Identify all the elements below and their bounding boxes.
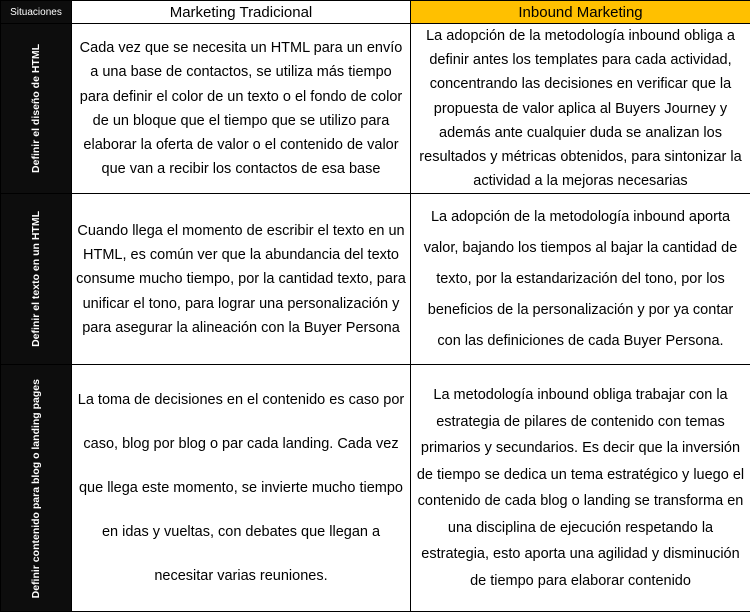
header-inbound-marketing: Inbound Marketing [411, 1, 750, 24]
situation-label: Definir el texto en un HTML [30, 211, 42, 347]
situation-cell [1, 365, 72, 612]
header-row [1, 1, 750, 24]
traditional-text: Cada vez que se necesita un HTML para un envío a una base de contactos, se utiliza más tiempo para definir el color de un texto o el fondo de color de un bloque que el tiempo que se utilizo para elaborar la oferta de valor o el contenido de valor que van a recibir los contactos de esa base [72, 36, 410, 181]
inbound-text: La adopción de la metodología inbound aporta valor, bajando los tiempos al bajar la cantidad de texto, por la estandarización del tono, por los beneficios de la personalización y por ya contar con las definiciones de cada Buyer Persona. [411, 202, 750, 357]
traditional-cell [72, 365, 411, 612]
header-traditional-marketing: Marketing Tradicional [72, 1, 411, 24]
situation-cell [1, 194, 72, 365]
table-row [1, 24, 750, 194]
inbound-cell [411, 24, 750, 194]
header-situations: Situaciones [1, 1, 72, 24]
inbound-cell [411, 194, 750, 365]
traditional-cell [72, 194, 411, 365]
traditional-text: La toma de decisiones en el contenido es caso por caso, blog por blog o par cada landing. Cada vez que llega este momento, se invierte mucho tiempo en idas y vueltas, con debates que llegan a necesitar varias reuniones. [72, 378, 410, 598]
table-row [1, 365, 750, 612]
inbound-text: La adopción de la metodología inbound obliga a definir antes los templates para cada actividad, concentrando las decisiones en verificar que la propuesta de valor aplica al Buyers Journey y además ante cualquier duda se analizan los resultados y métricas obtenidos, para sintonizar la actividad a la mejoras necesarias [411, 24, 750, 193]
inbound-cell [411, 365, 750, 612]
situation-label: Definir el diseño de HTML [30, 44, 42, 173]
situation-label: Definir contenido para blog o landing pages [30, 379, 42, 598]
inbound-text: La metodología inbound obliga trabajar con la estrategia de pilares de contenido con temas primarios y secundarios. Es decir que la inversión de tiempo se dedica un tema estratégico y luego el contenido de cada blog o landing se transforma en una disciplina de ejecución respetando la estrategia, esto aporta una agilidad y disminución de tiempo para elaborar contenido [411, 382, 750, 594]
traditional-cell [72, 24, 411, 194]
table-row [1, 194, 750, 365]
traditional-text: Cuando llega el momento de escribir el texto en un HTML, es común ver que la abundancia del texto consume mucho tiempo, por la cantidad texto, para unificar el tono, para lograr una personalización y para asegurar la alineación con la Buyer Persona [72, 219, 410, 340]
situation-cell [1, 24, 72, 194]
